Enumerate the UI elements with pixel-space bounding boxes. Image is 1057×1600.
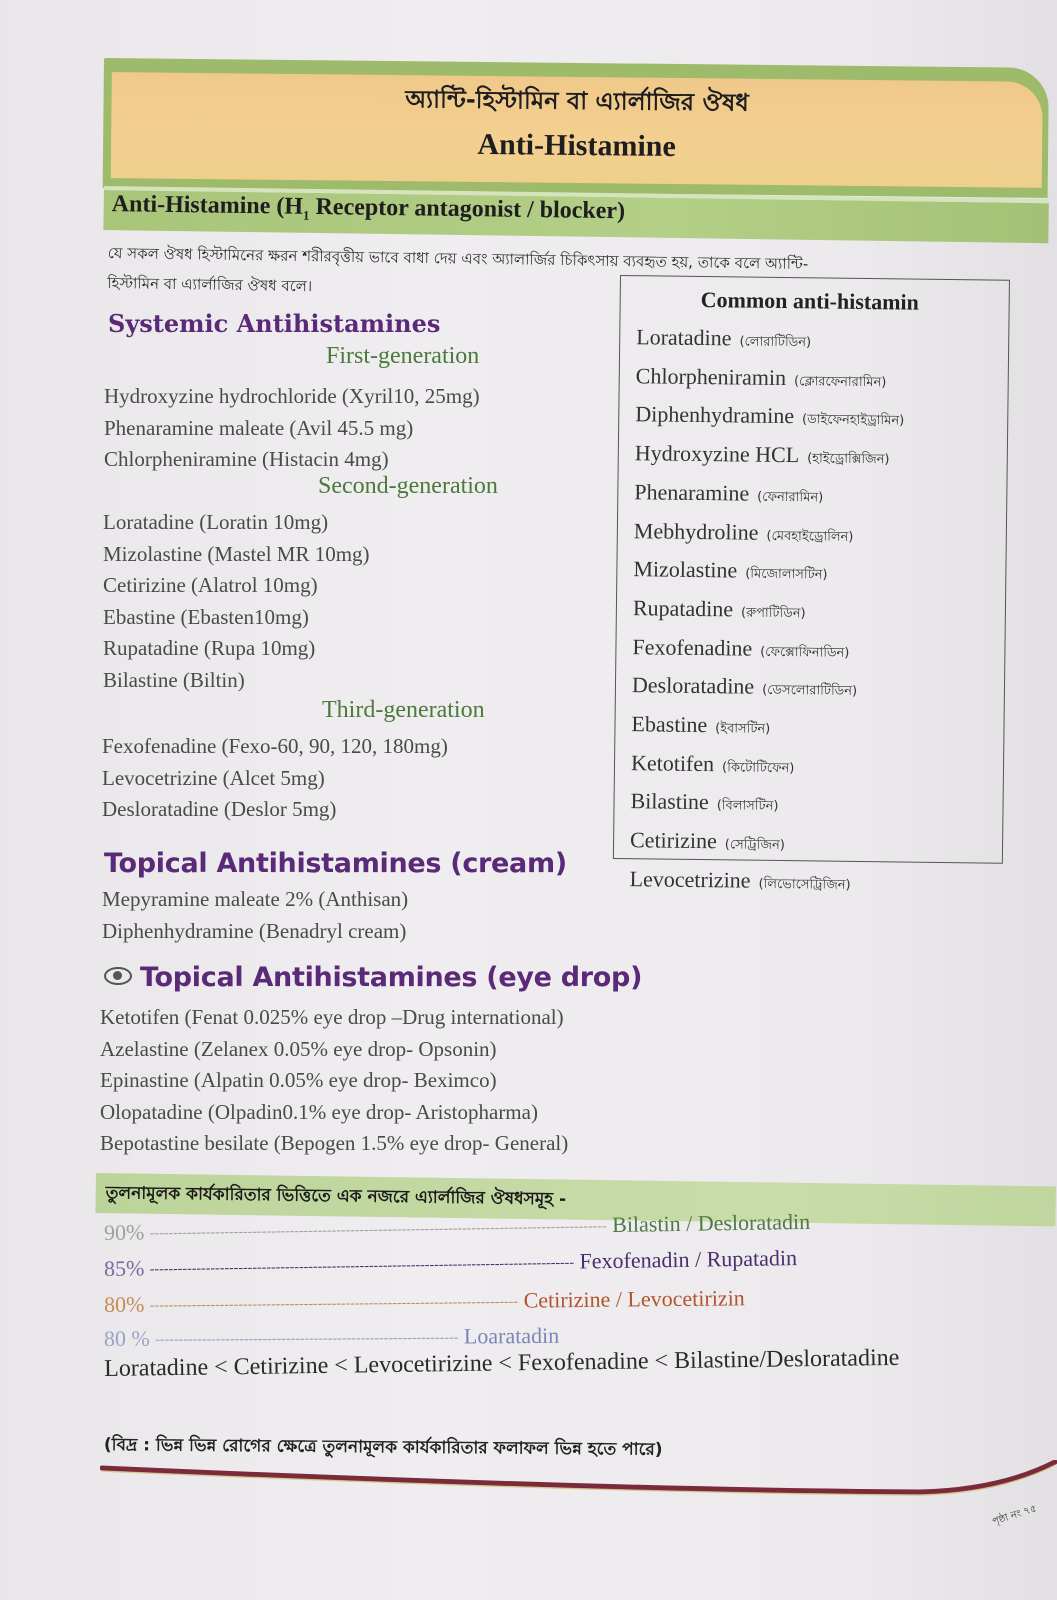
common-item-bn: (ইবাসটিন) [715, 721, 771, 737]
title-banner-inner [111, 72, 1043, 188]
drug-item: Loratadine (Loratin 10mg) [103, 510, 329, 534]
eye-icon [104, 967, 132, 985]
drug-item: Diphenhydramine (Benadryl cream) [102, 918, 407, 943]
comparison-dots: -------------------------------------------------------------------------------------------------- [149, 1219, 607, 1242]
comparison-title: তুলনামূলক কার্যকারিতার ভিত্তিতে এক নজরে এ্যার্লাজির ঔষধসমূহ - [105, 1183, 567, 1210]
subtitle-subscript: 1 [302, 207, 310, 223]
first-generation-list [104, 381, 480, 476]
page-number: পৃষ্ঠা নং ৭৫ [991, 1503, 1039, 1528]
common-item [635, 436, 904, 478]
common-item [630, 785, 899, 827]
common-item-en: Desloratadine [631, 672, 755, 699]
subtitle-prefix: Anti-Histamine (H [111, 191, 304, 220]
common-item-bn: (কিটোটিফেন) [721, 760, 795, 776]
common-item-en: Fexofenadine [632, 633, 753, 661]
common-item-en: Bilastine [630, 788, 709, 815]
drug-item: Epinastine (Alpatin 0.05% eye drop- Beximco) [100, 1068, 497, 1092]
comparison-row [104, 1323, 559, 1352]
common-list [629, 320, 905, 904]
common-item-bn: (বিলাসটিন) [716, 798, 779, 815]
drug-item: Ketotifen (Fenat 0.025% eye drop –Drug international) [100, 1005, 564, 1029]
drug-item: Cetirizine (Alatrol 10mg) [103, 573, 318, 597]
common-item [632, 669, 901, 711]
drug-item: Bilastine (Biltin) [103, 667, 245, 692]
drug-item: Levocetrizine (Alcet 5mg) [102, 765, 325, 790]
comparison-drugs: Cetirizine / Levocetirizin [523, 1285, 745, 1313]
drug-item: Ebastine (Ebasten10mg) [103, 604, 309, 629]
common-item-en: Loratadine [636, 324, 732, 351]
common-item-en: Levocetrizine [629, 866, 751, 893]
drug-item: Hydroxyzine hydrochloride (Xyril10, 25mg) [104, 384, 480, 408]
common-item [634, 475, 903, 517]
title-bengali: অ্যান্টি-হিস্টামিন বা এ্যার্লাজির ঔষধ [405, 85, 749, 117]
common-item [636, 359, 905, 401]
common-item-bn: (হাইড্রোক্সিজিন) [807, 451, 890, 468]
drug-item: Mepyramine maleate 2% (Anthisan) [102, 887, 409, 911]
subtitle-suffix: Receptor antagonist / blocker) [309, 193, 626, 225]
drug-item: Chlorpheniramine (Histacin 4mg) [104, 447, 389, 471]
common-item-bn: (ফেনারামিন) [757, 489, 824, 506]
common-item [633, 591, 902, 633]
common-item [635, 398, 904, 440]
page-title: Anti-Histamine [477, 127, 676, 163]
common-item-en: Phenaramine [634, 479, 750, 506]
intro-line-1: যে সকল ঔষধ হিস্টামিনের ক্ষরন শরীরবৃত্তীয় ভাবে বাধা দেয় এবং অ্যালার্জির চিকিৎসায় ব্যবহৃত হয়, তাকে বলে অ্যান্টি- [107, 243, 809, 274]
common-item-en: Rupatadine [632, 595, 734, 622]
comparison-dots: ----------------------------------------------------------------- [155, 1330, 459, 1348]
title-banner [103, 58, 1049, 198]
common-item-en: Cetirizine [629, 827, 717, 854]
common-item [629, 862, 898, 904]
systemic-title: Systemic Antihistamines [108, 309, 441, 338]
drug-item: Olopatadine (Olpadin0.1% eye drop- Aristopharma) [100, 1099, 538, 1124]
common-item-en: Mizolastine [633, 556, 738, 583]
common-item [633, 552, 902, 594]
common-item-bn: (ডেসলোরাটিডিন) [762, 683, 858, 700]
second-generation-list [103, 507, 370, 696]
comparison-drugs: Loaratadin [463, 1322, 560, 1349]
drug-item: Fexofenadine (Fexo-60, 90, 120, 180mg) [102, 734, 448, 758]
common-item-bn: (ক্লোরফেনারামিন) [793, 373, 887, 390]
common-item-en: Chlorpheniramin [635, 362, 787, 390]
footnote: (বিদ্র : ভিন্ন ভিন্ন রোগের ক্ষেত্রে তুলনামূলক কার্যকারিতার ফলাফল ভিন্ন হতে পারে) [103, 1434, 663, 1460]
common-item [630, 823, 899, 865]
comparison-row [104, 1245, 797, 1282]
third-generation-label: Third-generation [322, 697, 485, 723]
first-generation-label: First-generation [326, 343, 480, 369]
common-item-en: Mebhydroline [633, 517, 759, 545]
drug-item: Rupatadine (Rupa 10mg) [103, 636, 316, 660]
footer-rule [100, 1460, 1057, 1520]
common-item-bn: (সেট্রিজিন) [724, 837, 785, 854]
common-item-bn: (লিভোসেট্রিজিন) [758, 876, 851, 893]
common-item-bn: (মিজোলাসটিন) [745, 566, 828, 583]
topical-eye-title: Topical Antihistamines (eye drop) [140, 962, 643, 993]
common-item-bn: (ফেক্সোফিনাডিন) [760, 644, 850, 661]
comparison-percent: 90% [103, 1219, 145, 1245]
comparison-row [104, 1285, 745, 1318]
intro-line-2: হিস্টামিন বা এ্যার্লাজির ঔষধ বলে। [107, 273, 313, 296]
subtitle [112, 191, 626, 228]
comparison-dots: ------------------------------------------------------------------------------- [149, 1294, 519, 1314]
topical-eye-list [100, 1002, 568, 1160]
comparison-percent: 80% [103, 1291, 145, 1317]
common-antihistamin-box [613, 275, 1010, 893]
common-item [636, 320, 905, 362]
comparison-percent: 80 % [103, 1325, 150, 1351]
drug-item: Desloratadine (Deslor 5mg) [102, 797, 337, 821]
comparison-percent: 85% [103, 1255, 145, 1281]
common-box-title: Common anti-histamin [700, 286, 920, 315]
common-item-bn: (ডাইফেনহাইড্রামিন) [802, 412, 905, 429]
comparison-drugs: Fexofenadin / Rupatadin [579, 1245, 798, 1274]
common-item [631, 707, 900, 749]
topical-cream-list [102, 884, 408, 947]
common-item-bn: (রুপাটিডিন) [740, 605, 806, 622]
common-item-en: Hydroxyzine HCL [634, 440, 800, 468]
common-item-bn: (মেবহাইড্রোলিন) [766, 528, 854, 545]
common-item-bn: (লোরাটিডিন) [739, 334, 812, 351]
common-item [634, 514, 903, 556]
efficacy-ranking: Loratadine < Cetirizine < Levocetirizine < Fexofenadine < Bilastine/Desloratadine [104, 1344, 900, 1382]
topical-eye-title-row [104, 962, 642, 993]
common-item-en: Ebastine [631, 711, 708, 738]
comparison-drugs: Bilastin / Desloratadin [611, 1208, 811, 1238]
drug-item: Bepotastine besilate (Bepogen 1.5% eye drop- General) [100, 1131, 569, 1155]
common-item [631, 746, 900, 788]
drug-item: Mizolastine (Mastel MR 10mg) [103, 541, 370, 566]
second-generation-label: Second-generation [318, 473, 498, 499]
common-item-en: Ketotifen [630, 749, 715, 776]
comparison-dots: ------------------------------------------------------------------------------------------- [149, 1255, 575, 1278]
drug-item: Phenaramine maleate (Avil 45.5 mg) [104, 415, 414, 440]
common-item [632, 630, 901, 672]
third-generation-list [102, 731, 448, 826]
common-item-en: Diphenhydramine [635, 401, 795, 429]
drug-item: Azelastine (Zelanex 0.05% eye drop- Opsonin) [100, 1036, 497, 1061]
topical-cream-title: Topical Antihistamines (cream) [104, 848, 567, 879]
